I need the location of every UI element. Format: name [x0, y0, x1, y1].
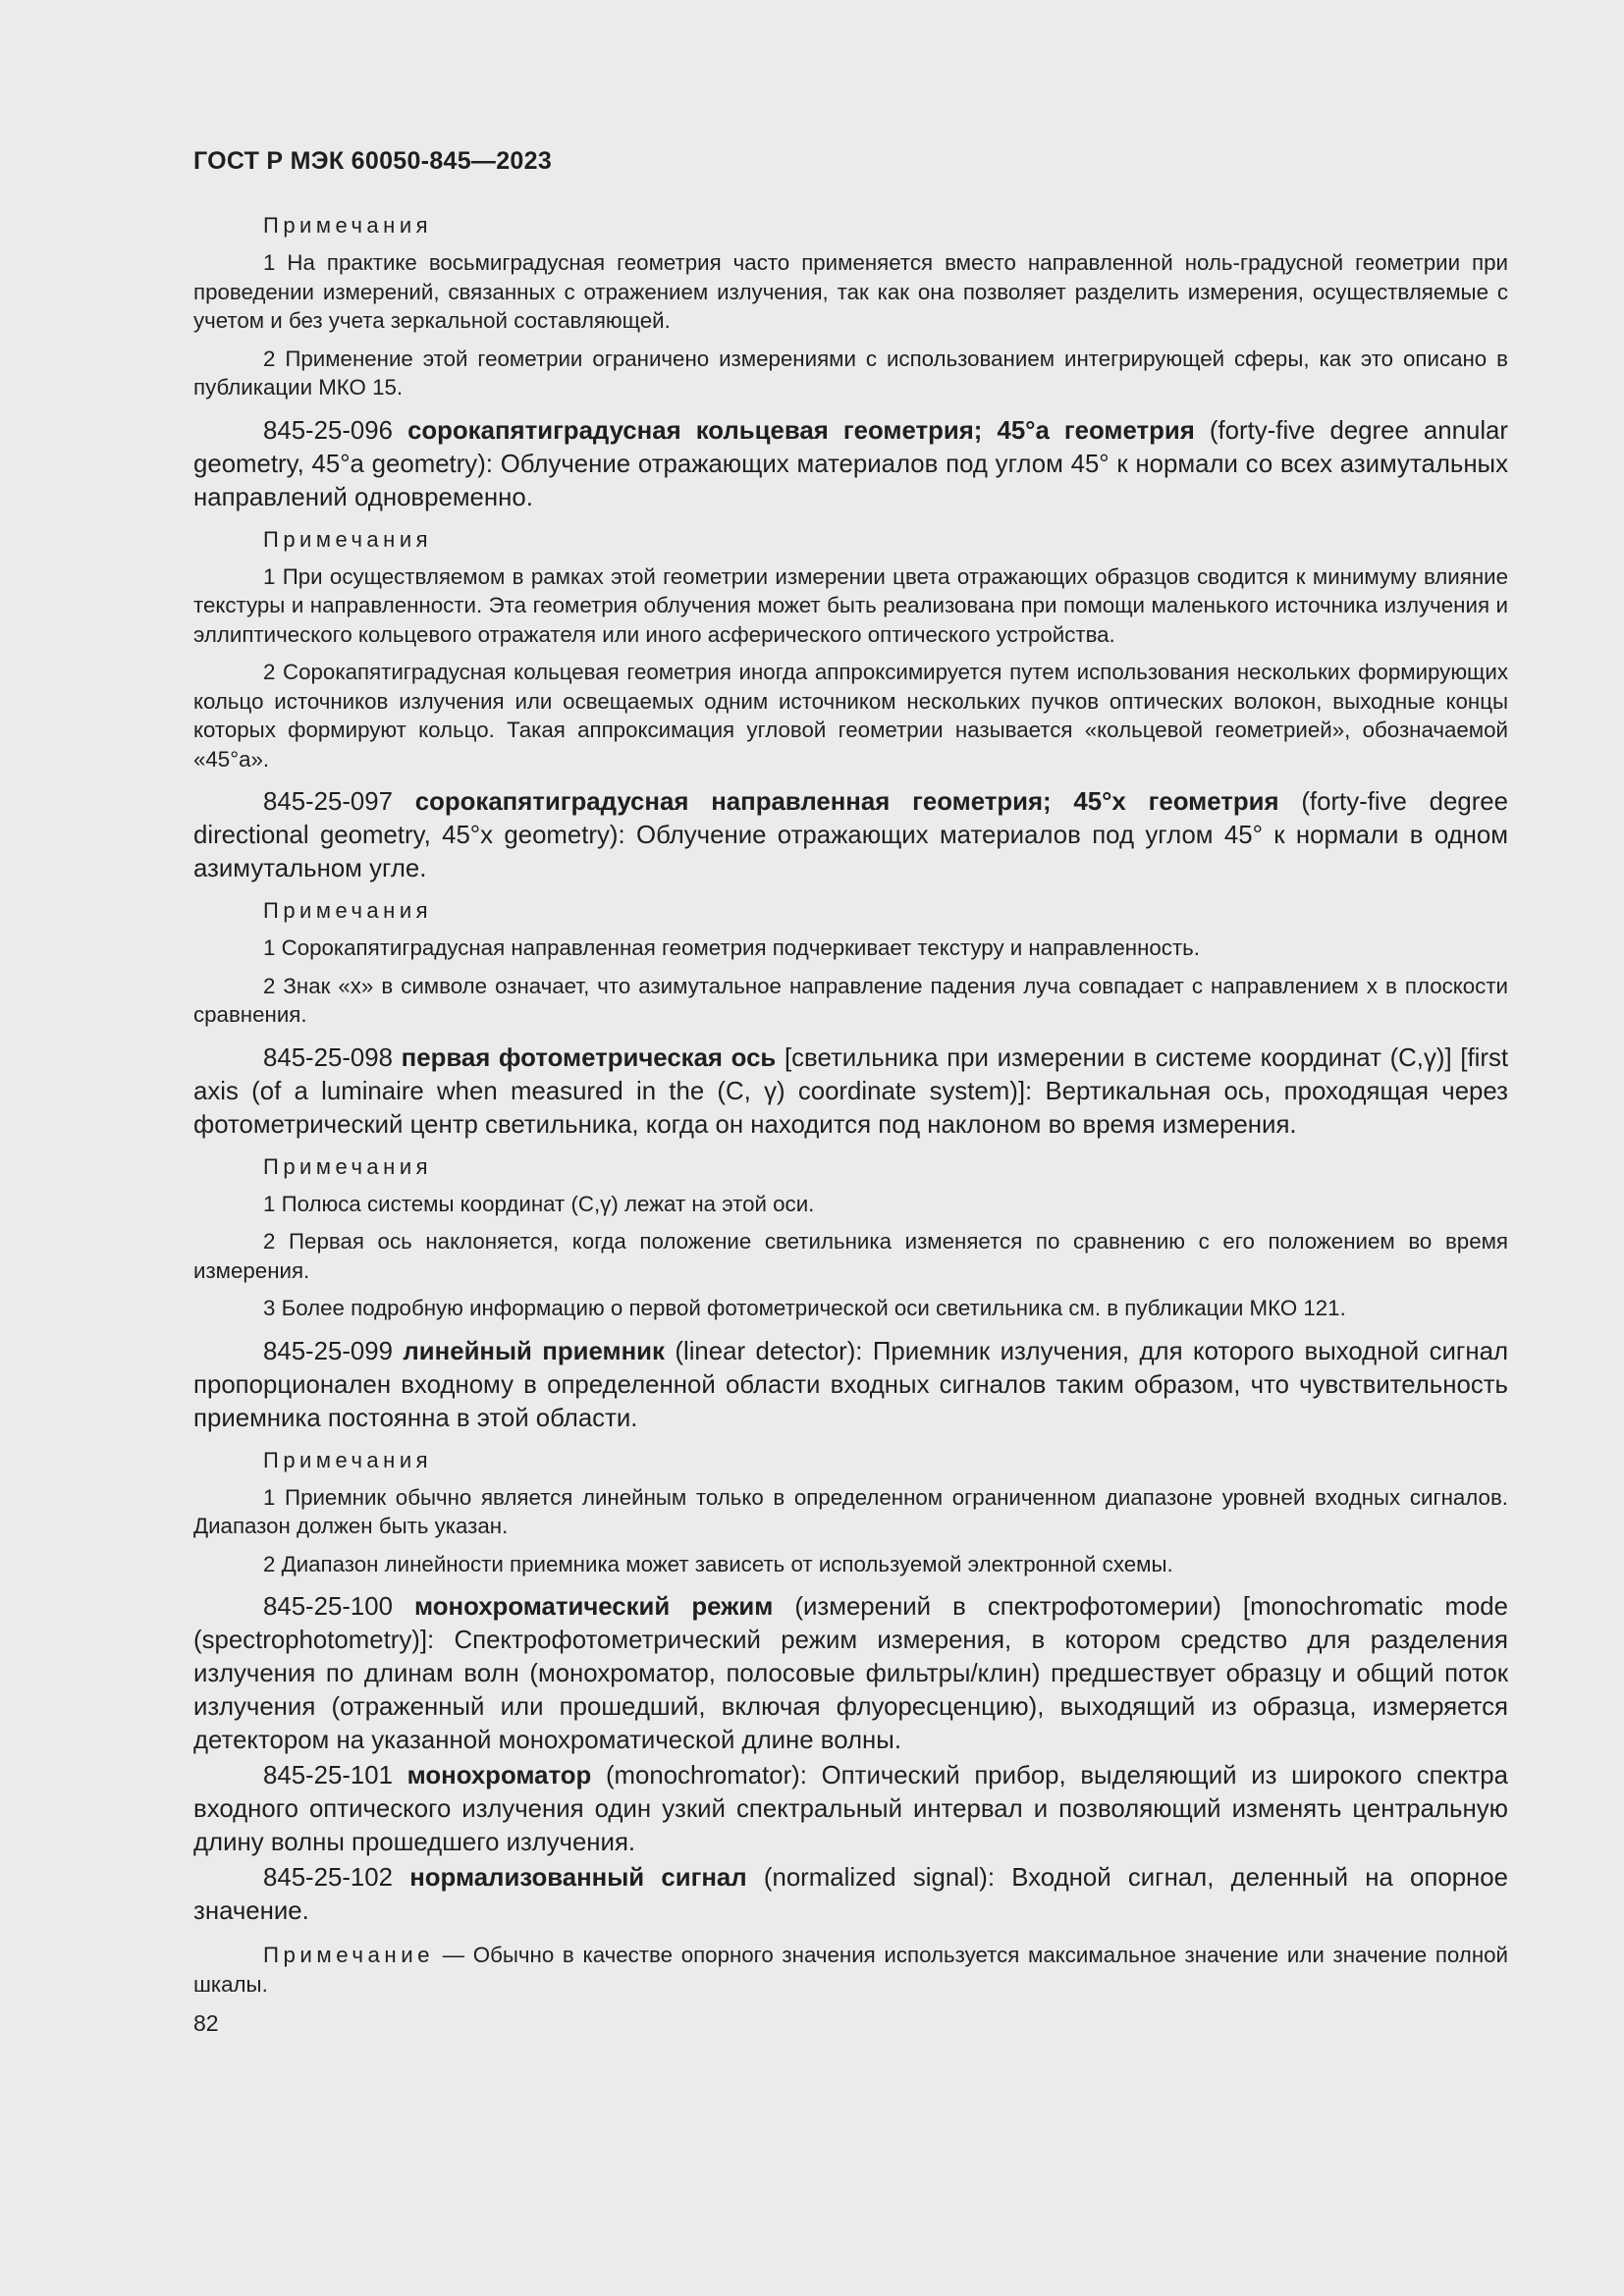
page-content	[193, 147, 1508, 2037]
term-definition: [светильника при измерении в системе координат (C,γ)] [first axis (of a luminaire when measured in the (C, γ) coordinate system)]: Вертикальная ось, проходящая через фотометрический центр светильника, когда он находится под наклоном во время измерения.	[193, 1043, 1509, 1139]
term-definition: (linear detector): Приемник излучения, для которого выходной сигнал пропорционален входному в определенной области входных сигналов таким образом, что чувствительность приемника постоянна в этой области.	[193, 1337, 1508, 1432]
note: 3 Более подробную информацию о первой фотометрической оси светильника см. в публикации МКО 121.	[263, 1296, 1346, 1320]
term-name: нормализованный сигнал	[409, 1864, 747, 1892]
term-name: первая фотометрическая ось	[401, 1043, 777, 1072]
note: 1 На практике восьмиградусная геометрия часто применяется вместо направленной ноль-градусной геометрии при проведении измерений, связанных с отражением излучения, так как она позволяет разделить измерения, осуществляемые с учетом и без учета зеркальной составляющей.	[193, 250, 1508, 333]
term-entry-845-25-098	[193, 1041, 1508, 1142]
notes-title: Примечания	[263, 898, 433, 923]
term-number: 845-25-101	[263, 1762, 393, 1789]
term-number: 845-25-100	[263, 1593, 393, 1621]
note-label: Примечание	[263, 1943, 435, 1967]
notes-title: Примечания	[263, 526, 433, 552]
term-name: сорокапятиградусная направленная геометрия; 45°x геометрия	[414, 788, 1279, 816]
term-definition: (forty-five degree directional geometry, 45°x geometry): Облучение отражающих материалов под углом 45° к нормали в одном азимутальном угле.	[193, 788, 1508, 882]
note-text: — Обычно в качестве опорного значения используется максимальное значение или значение полной шкалы.	[193, 1943, 1508, 1997]
document-header: ГОСТ Р МЭК 60050-845—2023	[193, 147, 553, 175]
note: 2 Диапазон линейности приемника может зависеть от используемой электронной схемы.	[263, 1551, 1173, 1576]
term-number: 845-25-097	[263, 788, 393, 816]
note: 2 Знак «x» в символе означает, что азимутальное направление падения луча совпадает с направлением x в плоскости сравнения.	[193, 973, 1508, 1027]
term-entry-845-25-097	[193, 785, 1508, 885]
page-number: 82	[193, 2010, 219, 2036]
note: 2 Первая ось наклоняется, когда положение светильника изменяется по сравнению с его положением во время измерения.	[193, 1229, 1508, 1283]
term-number: 845-25-096	[263, 416, 393, 445]
notes-title: Примечания	[263, 1153, 433, 1179]
note: 2 Сорокапятиградусная кольцевая геометрия иногда аппроксимируется путем использования нескольких формирующих кольцо источников излучения или освещаемых одним источником нескольких пучков оптических волокон, выходные концы которых формируют кольцо. Такая аппроксимация угловой геометрии называется «кольцевой геометрией», обозначаемой «45°a».	[193, 660, 1508, 772]
term-number: 845-25-102	[263, 1864, 393, 1892]
notes-title: Примечания	[263, 1447, 433, 1472]
note: 1 Полюса системы координат (C,γ) лежат на этой оси.	[263, 1191, 815, 1216]
single-note	[193, 1941, 1508, 1999]
term-name: линейный приемник	[403, 1337, 665, 1365]
term-entry-845-25-099	[193, 1335, 1508, 1435]
notes-title: Примечания	[263, 213, 433, 238]
note: 1 Приемник обычно является линейным только в определенном ограниченном диапазоне уровней входных сигналов. Диапазон должен быть указан.	[193, 1484, 1508, 1538]
term-definition: (monochromator): Оптический прибор, выделяющий из широкого спектра входного оптического излучения один узкий спектральный интервал и позволяющий изменять центральную длину волны прошедшего излучения.	[193, 1762, 1508, 1856]
term-entry-845-25-100	[193, 1590, 1508, 1757]
note: 2 Применение этой геометрии ограничено измерениями с использованием интегрирующей сферы, как это описано в публикации МКО 15.	[193, 346, 1508, 400]
term-name: монохроматор	[406, 1762, 592, 1789]
term-definition: (forty-five degree annular geometry, 45°a geometry): Облучение отражающих материалов под углом 45° к нормали со всех азимутальных направлений одновременно.	[193, 416, 1508, 511]
term-entry-845-25-101	[193, 1759, 1508, 1859]
note: 1 Сорокапятиградусная направленная геометрия подчеркивает текстуру и направленность.	[263, 935, 1200, 960]
term-name: монохроматический режим	[414, 1593, 774, 1621]
term-number: 845-25-098	[263, 1043, 393, 1072]
term-entry-845-25-096	[193, 414, 1508, 514]
note: 1 При осуществляемом в рамках этой геометрии измерении цвета отражающих образцов сводится к минимуму влияние текстуры и направленности. Эта геометрия облучения может быть реализована при помощи маленького источника излучения и эллиптического кольцевого отражателя или иного асферического оптического устройства.	[193, 563, 1508, 647]
term-number: 845-25-099	[263, 1337, 393, 1365]
term-definition: (измерений в спектрофотомерии) [monochromatic mode (spectrophotometry)]: Спектрофотометрический режим измерения, в котором средство для разделения излучения по длинам волн (монохроматор, полосовые фильтры/клин) предшествует образцу и общий поток излучения (отраженный или прошедший, включая флуоресценцию), выходящий из образца, измеряется детектором на указанной монохроматической длине волны.	[193, 1593, 1508, 1754]
term-definition: (normalized signal): Входной сигнал, деленный на опорное значение.	[193, 1864, 1508, 1925]
term-entry-845-25-102	[193, 1861, 1508, 1928]
term-name: сорокапятиградусная кольцевая геометрия; 45°a геометрия	[407, 416, 1195, 445]
